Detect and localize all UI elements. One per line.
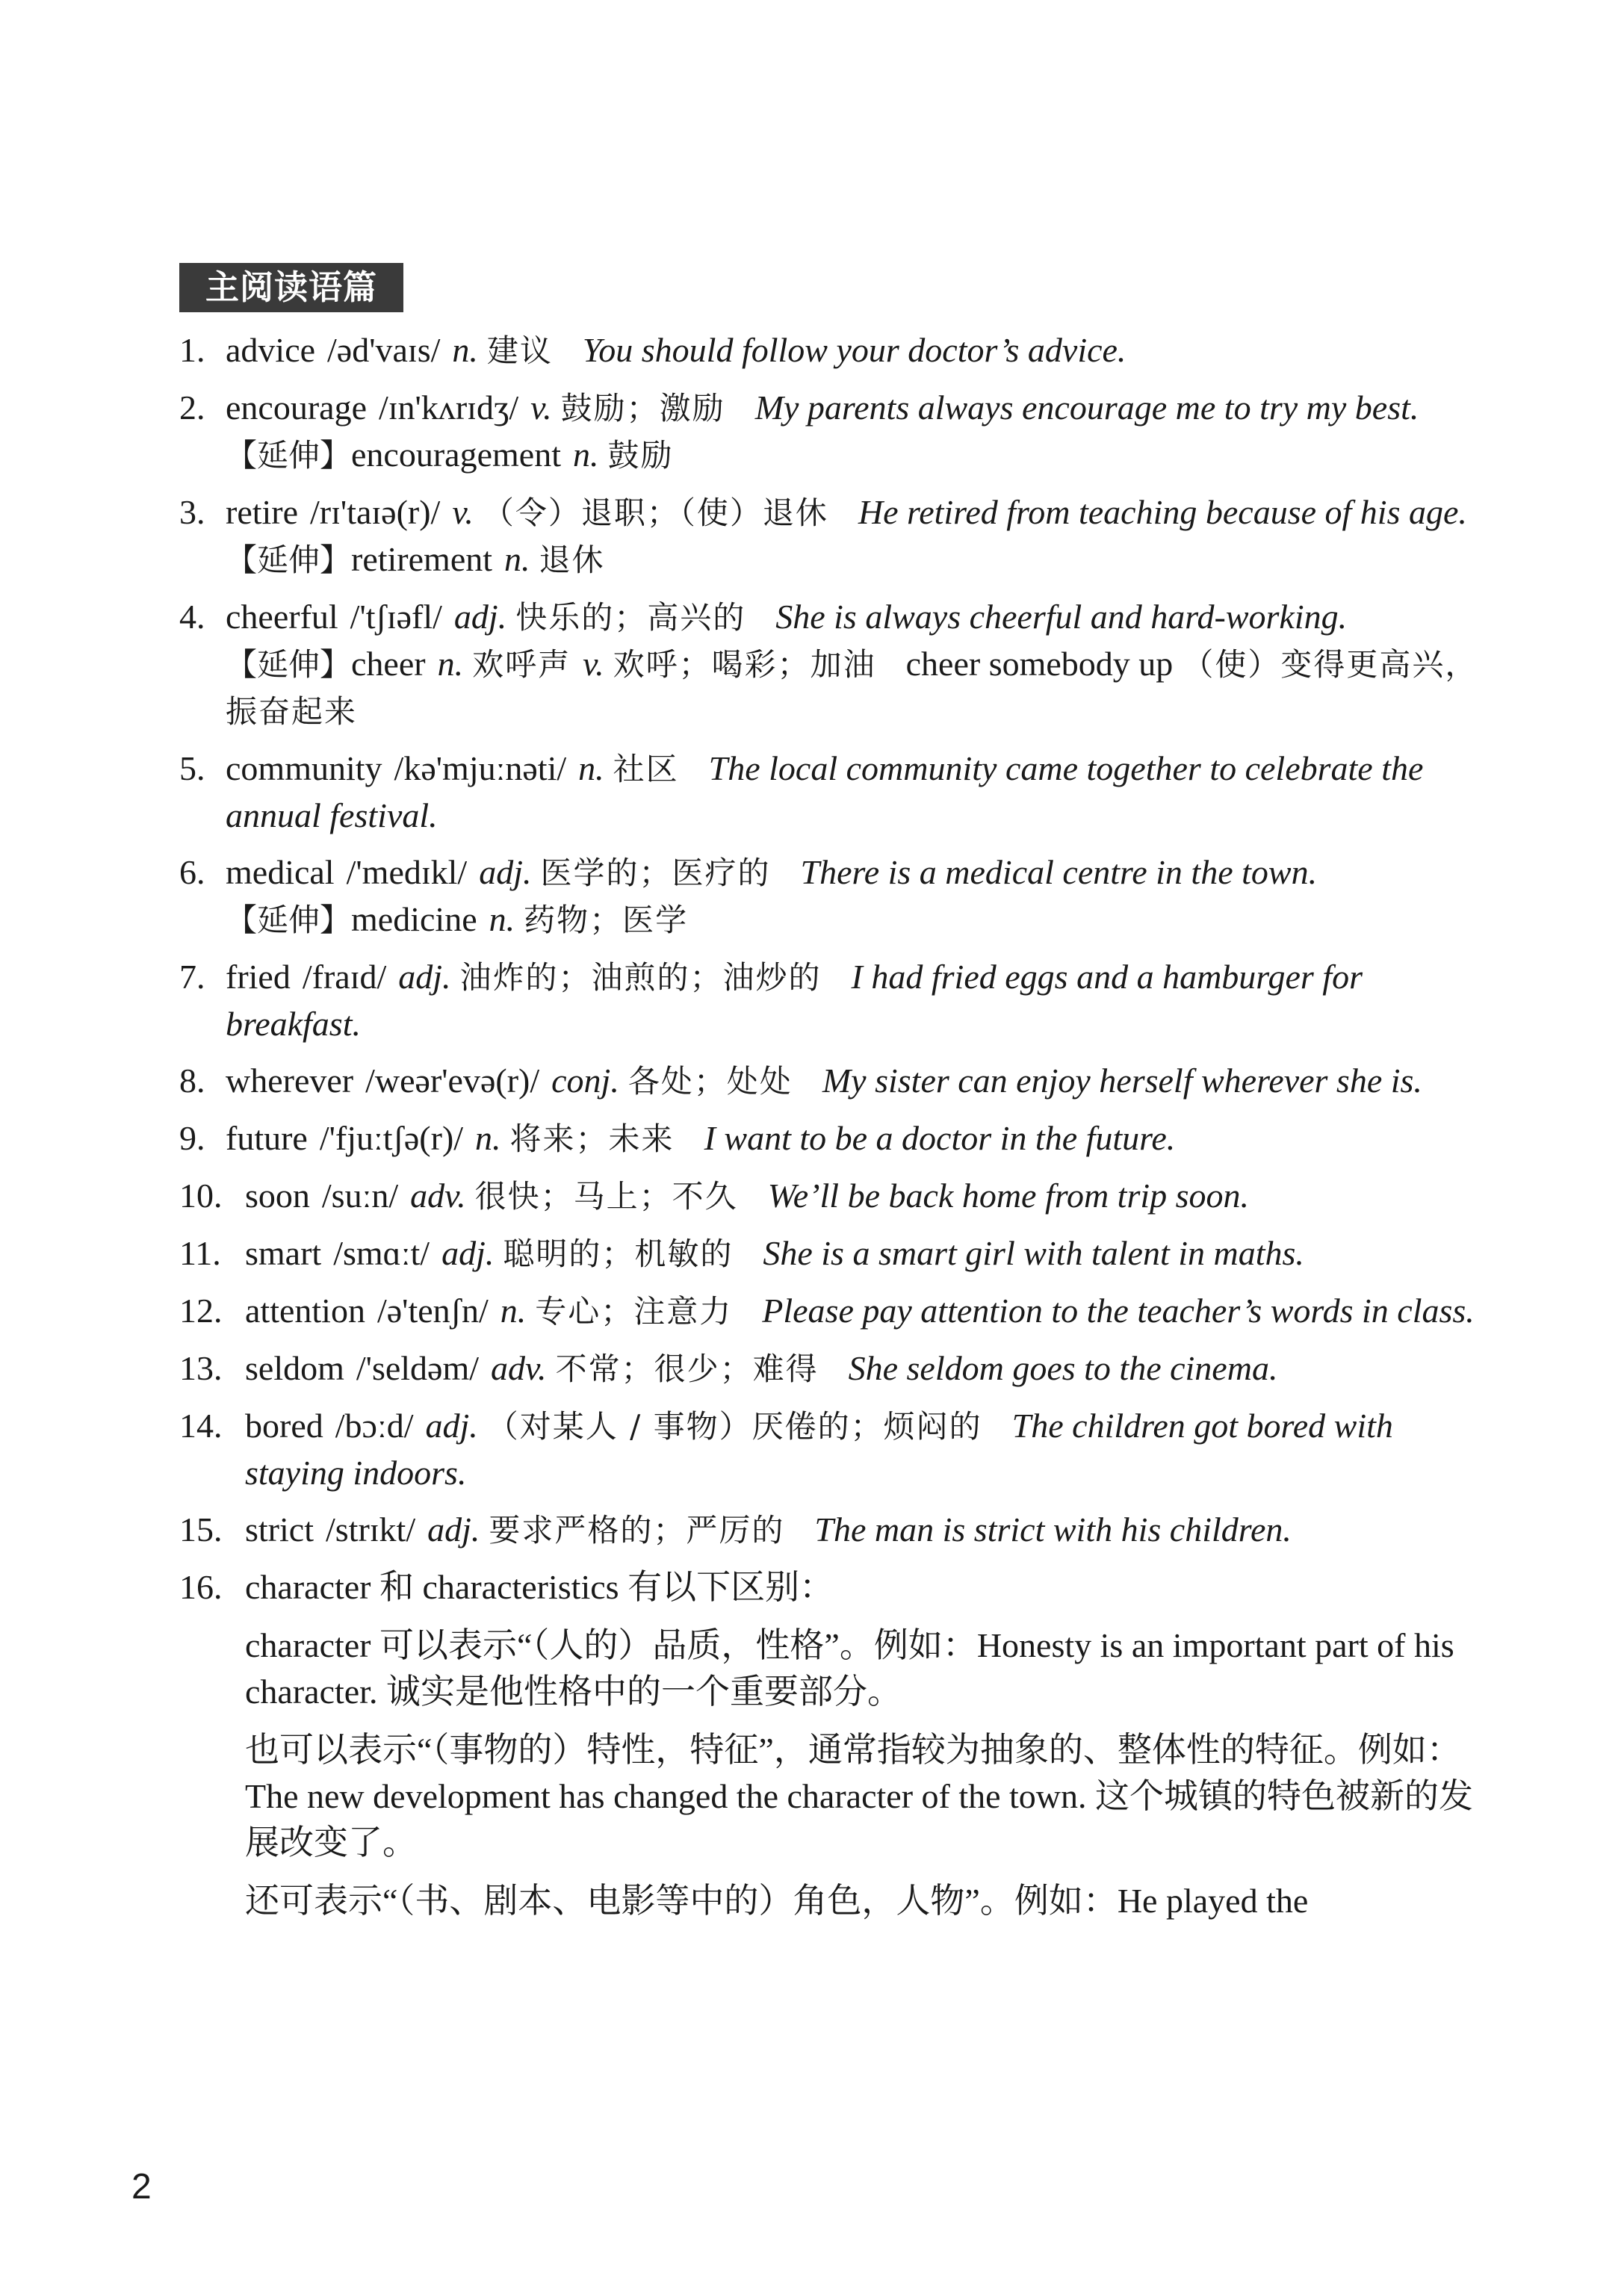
note-paragraph: 也可以表示“（事物的）特性，特征”，通常指较为抽象的、整体性的特征。例如：The new development has changed the character of the town. 这个城镇的特色被新的发展改变了。 [245, 1731, 1474, 1861]
note-heading: character 和 characteristics 有以下区别： [245, 1568, 834, 1606]
entry-phonetic: /rɪ'taɪə(r)/ [310, 493, 441, 531]
entry-meaning: 医学的；医疗的 [540, 855, 771, 891]
entry-pos: adj. [398, 958, 451, 996]
entry-word: attention [245, 1292, 365, 1330]
page-number: 2 [131, 2167, 152, 2207]
note-paragraph: character 可以表示“（人的）品质，性格”。例如：Honesty is an important part of his character. 诚实是他性格中的一个重要部分。 [245, 1626, 1454, 1711]
entry-word: community [226, 749, 382, 787]
entry-pos: adj. [453, 598, 507, 636]
extension-line [226, 641, 1494, 735]
extension-pos: n. [504, 540, 530, 578]
extension-meaning: 欢呼声 [472, 646, 571, 683]
entry-number: 8. [179, 1061, 205, 1100]
entry-phonetic: /ə'tenʃn/ [376, 1292, 489, 1330]
entry-word: smart [245, 1234, 322, 1272]
entry-example: I had fried eggs and a hamburger for breakfast. [226, 958, 1363, 1043]
entry-number: 9. [179, 1119, 205, 1157]
entry-phonetic: /strɪkt/ [325, 1510, 416, 1549]
extension-meaning: 退休 [539, 542, 605, 578]
entry-word: strict [245, 1510, 314, 1549]
vocab-entry [179, 1230, 1494, 1277]
entry-number: 6. [179, 853, 205, 891]
vocab-entry [179, 954, 1494, 1047]
entry-pos: n. [475, 1119, 501, 1157]
entry-example: The children got bored with staying indoors. [245, 1407, 1393, 1492]
entry-meaning: 社区 [613, 751, 679, 787]
entry-pos: adj. [441, 1234, 495, 1272]
entry-meaning: 专心；注意力 [535, 1293, 733, 1330]
entry-example: You should follow your doctor’s advice. [582, 331, 1126, 369]
extension-word: encouragement [351, 435, 561, 474]
extension-word: medicine [351, 900, 477, 938]
entry-example: He retired from teaching because of his age. [858, 493, 1467, 531]
entry-pos: n. [500, 1292, 527, 1330]
entry-pos: v. [452, 493, 474, 531]
entry-example: I want to be a doctor in the future. [704, 1119, 1176, 1157]
entry-meaning: 各处；处处 [627, 1063, 793, 1100]
entry-example: My sister can enjoy herself wherever she is. [822, 1061, 1422, 1100]
entry-number: 7. [179, 958, 205, 996]
vocab-entry [179, 1403, 1494, 1496]
entry-example: The man is strict with his children. [814, 1510, 1292, 1549]
entry-pos: v. [530, 388, 552, 427]
entry-word: fried [226, 958, 291, 996]
entry-word: retire [226, 493, 299, 531]
extension-line [226, 536, 1494, 583]
entry-phonetic: /'fjuːtʃə(r)/ [319, 1119, 464, 1157]
entry-meaning: 很快；马上；不久 [474, 1178, 738, 1215]
vocab-entry [179, 745, 1494, 839]
entry-number: 1. [179, 331, 205, 369]
entry-example: The local community came together to celebrate the annual festival. [226, 749, 1424, 834]
entry-phonetic: /'seldəm/ [356, 1349, 480, 1387]
entry-example: She seldom goes to the cinema. [848, 1349, 1278, 1387]
entry-phonetic: /fraɪd/ [302, 958, 387, 996]
entry-pos: adv. [491, 1349, 547, 1387]
entry-meaning: 快乐的；高兴的 [515, 599, 746, 636]
extension-word: cheer [351, 645, 426, 683]
extension-meaning: 药物；医学 [524, 902, 689, 938]
entry-meaning: （令）退职；（使）退休 [482, 495, 828, 531]
vocab-entry [179, 1345, 1494, 1392]
entry-word: bored [245, 1407, 323, 1445]
extension-pos: n. [489, 900, 515, 938]
vocab-entry [179, 1173, 1494, 1220]
entry-number: 12. [179, 1292, 223, 1330]
entry-word: seldom [245, 1349, 344, 1387]
vocab-entry [179, 1288, 1494, 1335]
entry-meaning: （对某人 / 事物）厌倦的；烦闷的 [486, 1408, 982, 1445]
extension-pos: n. [437, 645, 464, 683]
vocab-entry [179, 849, 1494, 943]
entry-word: future [226, 1119, 308, 1157]
entry-word: cheerful [226, 598, 338, 636]
entry-phonetic: /'tʃɪəfl/ [350, 598, 442, 636]
vocab-entry [179, 327, 1494, 374]
entry-phonetic: /əd'vaɪs/ [327, 331, 441, 369]
entry-pos: conj. [551, 1061, 619, 1100]
entry-number: 5. [179, 749, 205, 787]
entry-word: soon [245, 1177, 310, 1215]
entry-number: 10. [179, 1177, 223, 1215]
entry-number: 2. [179, 388, 205, 427]
extension-phrase: cheer somebody up [905, 645, 1174, 683]
vocab-entry [179, 385, 1494, 479]
entry-pos: adj. [479, 853, 532, 891]
entry-number: 11. [179, 1234, 221, 1272]
entry-number: 14. [179, 1407, 223, 1445]
entry-number: 4. [179, 598, 205, 636]
entry-pos: adv. [410, 1177, 466, 1215]
entry-phonetic: /'medɪkl/ [346, 853, 468, 891]
extension-line [226, 432, 1494, 479]
entry-word: medical [226, 853, 335, 891]
entry-example: She is a smart girl with talent in maths. [763, 1234, 1304, 1272]
entry-number: 3. [179, 493, 205, 531]
vocab-entry [179, 1058, 1494, 1105]
entry-number: 15. [179, 1510, 223, 1549]
extension-pos: n. [572, 435, 599, 474]
entry-meaning: 要求严格的；严厉的 [489, 1512, 785, 1549]
entry-word: advice [226, 331, 316, 369]
entry-phonetic: /suːn/ [321, 1177, 399, 1215]
vocab-entry [179, 1507, 1494, 1554]
extension-phrase-meaning: （使）变得更高兴，振奋起来 [226, 646, 1478, 730]
entry-pos: n. [452, 331, 478, 369]
extension-meaning-2: 欢呼；喝彩；加油 [613, 646, 876, 683]
usage-note [179, 1564, 1494, 1924]
entry-meaning: 将来；未来 [509, 1120, 675, 1157]
entry-example: We’ll be back home from trip soon. [767, 1177, 1250, 1215]
entry-pos: adj. [425, 1407, 478, 1445]
entry-phonetic: /smɑːt/ [333, 1234, 430, 1272]
entry-phonetic: /bɔːd/ [335, 1407, 414, 1445]
extension-word: retirement [351, 540, 493, 578]
extension-tag: 【延伸】 [226, 646, 352, 683]
entry-meaning: 不常；很少；难得 [555, 1351, 819, 1387]
entry-meaning: 鼓励；激励 [560, 390, 725, 427]
entry-word: wherever [226, 1061, 354, 1100]
entry-phonetic: /kə'mjuːnəti/ [394, 749, 567, 787]
entry-word: encourage [226, 388, 367, 427]
note-paragraph: 还可表示“（书、剧本、电影等中的）角色，人物”。例如：He played the [245, 1882, 1309, 1920]
entry-pos: n. [578, 749, 604, 787]
extension-tag: 【延伸】 [226, 542, 352, 578]
entry-example: She is always cheerful and hard-working. [775, 598, 1348, 636]
extension-tag: 【延伸】 [226, 437, 352, 474]
entry-phonetic: /ɪn'kʌrɪdʒ/ [379, 388, 519, 427]
entry-meaning: 聪明的；机敏的 [503, 1236, 734, 1272]
entry-phonetic: /weər'evə(r)/ [365, 1061, 540, 1100]
vocab-entry [179, 594, 1494, 735]
vocabulary-list [179, 327, 1494, 1935]
extension-line [226, 896, 1494, 943]
entry-pos: adj. [427, 1510, 480, 1549]
vocab-entry [179, 1115, 1494, 1162]
entry-example: Please pay attention to the teacher’s words in class. [762, 1292, 1475, 1330]
vocab-entry [179, 489, 1494, 583]
entry-meaning: 油炸的；油煎的；油炒的 [459, 959, 822, 996]
entry-example: My parents always encourage me to try my best. [754, 388, 1419, 427]
section-title: 主阅读语篇 [179, 263, 403, 312]
extension-meaning: 鼓励 [607, 437, 674, 474]
extension-pos-2: v. [583, 645, 604, 683]
entry-meaning: 建议 [486, 332, 553, 369]
entry-number: 13. [179, 1349, 223, 1387]
extension-tag: 【延伸】 [226, 902, 352, 938]
entry-example: There is a medical centre in the town. [800, 853, 1318, 891]
entry-number: 16. [179, 1568, 223, 1606]
